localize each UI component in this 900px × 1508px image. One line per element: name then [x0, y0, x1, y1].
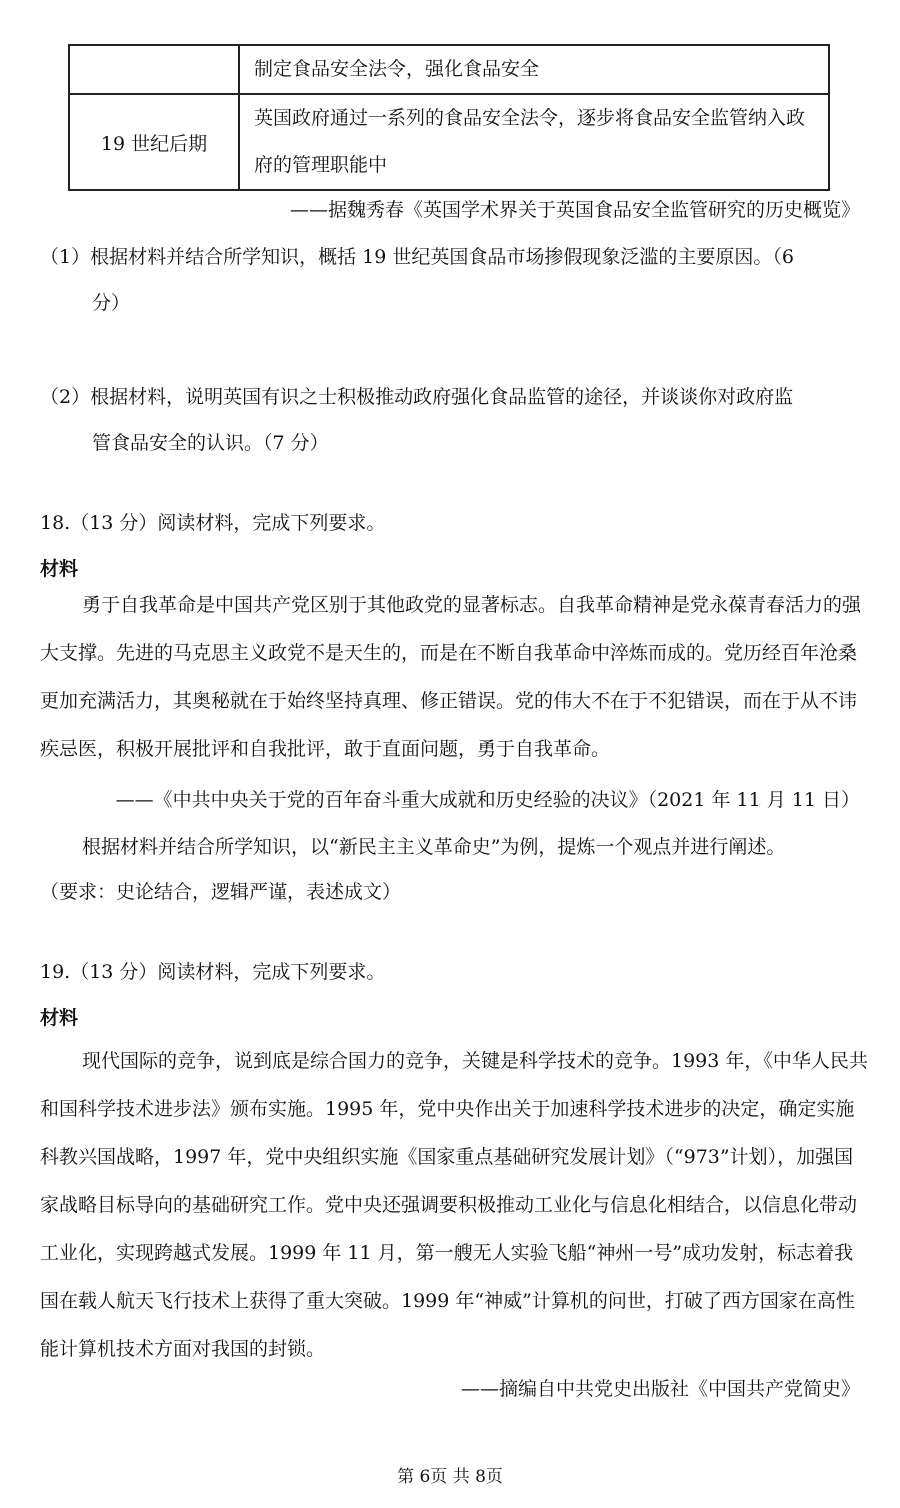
material-label: 材料: [40, 1007, 79, 1029]
table-cell-empty: [69, 45, 239, 94]
task-text: 根据材料并结合所学知识，以“新民主主义革命史”为例，提炼一个观点并进行阐述。: [82, 836, 786, 858]
material-text: 现代国际的竞争，说到底是综合国力的竞争，关键是科学技术的竞争。1993 年，《中华人民共和国科学技术进步法》颁布实施。1995 年，党中央作出关于加速科学技术进步的决定，确定实施科教兴国战略，1997 年，党中央组织实施《国家重点基础研究发展计划》（“973”计划），加强国家战略目标导向的基础研究工作。党中央还强调要积极推动工业化与信息化相结合，以信息化带动工业化，实现跨越式发展。1999 年 11 月，第一艘无人实验飞船“神州一号”成功发射，标志着我国在载人航天飞行技术上获得了重大突破。1999 年“神威”计算机的问世，打破了西方国家在高性能计算机技术方面对我国的封锁。: [40, 1050, 868, 1360]
history-table: [68, 44, 830, 191]
page-number: 第 6页 共 8页: [397, 1467, 503, 1487]
question-17-1-cont: 分）: [92, 292, 131, 314]
table-cell: 英国政府通过一系列的食品安全法令，逐步将食品安全监管纳入政府的管理职能中: [239, 94, 829, 190]
requirement-text: （要求：史论结合，逻辑严谨，表述成文）: [40, 881, 402, 903]
question-18-heading: 18.（13 分）阅读材料，完成下列要求。: [40, 512, 386, 534]
source-citation: ——《中共中央关于党的百年奋斗重大成就和历史经验的决议》（2021 年 11 月 11 日）: [115, 789, 860, 811]
table-cell-period: 19 世纪后期: [69, 94, 239, 190]
question-19-heading: 19.（13 分）阅读材料，完成下列要求。: [40, 961, 386, 983]
source-citation: ——据魏秀春《英国学术界关于英国食品安全监管研究的历史概览》: [289, 199, 860, 221]
material-label: 材料: [40, 558, 79, 580]
table-cell: 制定食品安全法令，强化食品安全: [239, 45, 829, 94]
material-text: 勇于自我革命是中国共产党区别于其他政党的显著标志。自我革命精神是党永葆青春活力的强大支撑。先进的马克思主义政党不是天生的，而是在不断自我革命中淬炼而成的。党历经百年沧桑更加充满活力，其奥秘就在于始终坚持真理、修正错误。党的伟大不在于不犯错误，而在于从不讳疾忌医，积极开展批评和自我批评，敢于直面问题，勇于自我革命。: [40, 594, 862, 760]
source-citation: ——摘编自中共党史出版社《中国共产党简史》: [460, 1378, 860, 1400]
table-row: [69, 94, 829, 190]
question-17-2: （2）根据材料，说明英国有识之士积极推动政府强化食品监管的途径，并谈谈你对政府监: [40, 386, 794, 408]
question-17-2-cont: 管食品安全的认识。（7 分）: [92, 432, 329, 454]
table-row: [69, 45, 829, 94]
question-17-1: （1）根据材料并结合所学知识，概括 19 世纪英国食品市场掺假现象泛滥的主要原因。（6: [40, 246, 794, 268]
